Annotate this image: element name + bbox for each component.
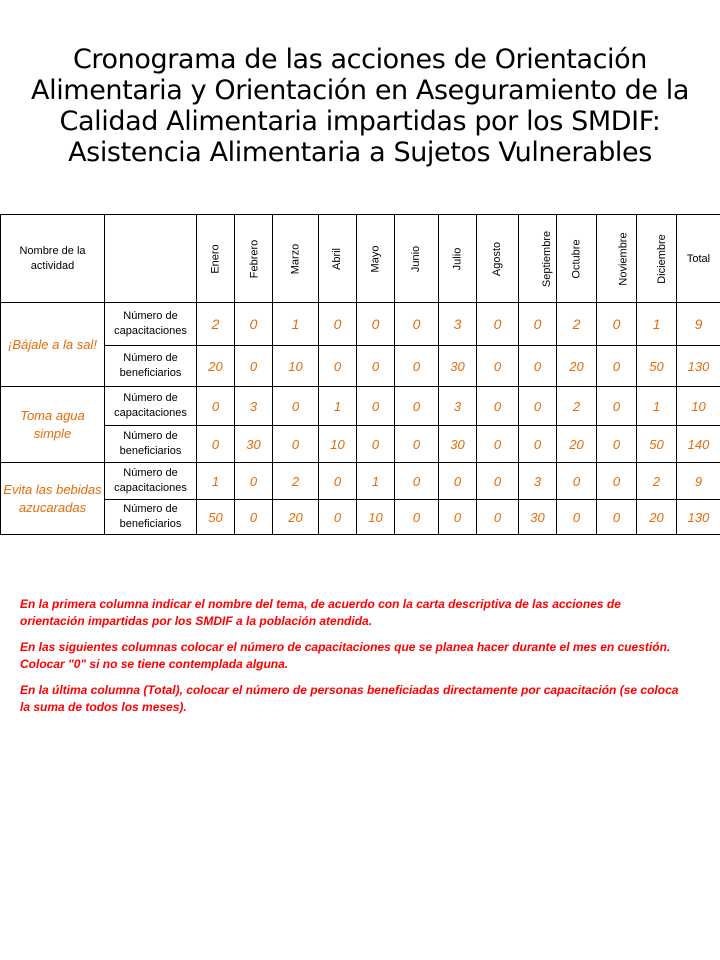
metric-label: Número de beneficiarios	[105, 500, 197, 535]
month-header: Marzo	[273, 215, 319, 303]
metric-label: Número de capacitaciones	[105, 303, 197, 346]
schedule-table	[0, 214, 720, 535]
month-header: Octubre	[557, 215, 597, 303]
cell-value: 50	[637, 346, 677, 387]
cell-value: 0	[477, 463, 519, 500]
cell-value: 0	[197, 387, 235, 426]
cell-value: 0	[597, 387, 637, 426]
cell-value: 0	[519, 346, 557, 387]
cell-value: 0	[273, 426, 319, 463]
cell-value: 1	[273, 303, 319, 346]
cell-value: 0	[235, 346, 273, 387]
cell-value: 0	[395, 426, 439, 463]
metric-label: Número de beneficiarios	[105, 426, 197, 463]
cell-value: 0	[197, 426, 235, 463]
cell-value: 2	[197, 303, 235, 346]
cell-value: 0	[597, 426, 637, 463]
cell-value: 0	[519, 303, 557, 346]
month-header: Abril	[319, 215, 357, 303]
cell-value: 0	[235, 463, 273, 500]
cell-value: 0	[319, 463, 357, 500]
metric-label: Número de capacitaciones	[105, 463, 197, 500]
cell-value: 2	[557, 387, 597, 426]
table-row	[1, 346, 720, 387]
table-row	[1, 500, 720, 535]
cell-value: 1	[637, 303, 677, 346]
cell-value: 0	[395, 303, 439, 346]
activity-name: Toma agua simple	[1, 387, 105, 463]
cell-value: 0	[357, 387, 395, 426]
cell-value: 2	[557, 303, 597, 346]
cell-value: 10	[357, 500, 395, 535]
cell-value: 10	[319, 426, 357, 463]
cell-value: 20	[197, 346, 235, 387]
cell-value: 0	[439, 500, 477, 535]
cell-value: 0	[477, 303, 519, 346]
cell-value: 1	[637, 387, 677, 426]
cell-value: 0	[273, 387, 319, 426]
cell-value: 3	[439, 387, 477, 426]
cell-value: 0	[557, 500, 597, 535]
total-header: Total	[677, 215, 720, 303]
month-header: Septiembre	[519, 215, 557, 303]
cell-value: 0	[395, 387, 439, 426]
cell-value: 1	[197, 463, 235, 500]
cell-value: 0	[597, 500, 637, 535]
cell-value: 1	[319, 387, 357, 426]
month-header: Agosto	[477, 215, 519, 303]
total-value: 140	[677, 426, 720, 463]
cell-value: 0	[519, 387, 557, 426]
cell-value: 0	[477, 500, 519, 535]
cell-value: 0	[477, 346, 519, 387]
metric-label: Número de capacitaciones	[105, 387, 197, 426]
cell-value: 50	[637, 426, 677, 463]
cell-value: 2	[273, 463, 319, 500]
cell-value: 0	[395, 500, 439, 535]
cell-value: 30	[235, 426, 273, 463]
total-value: 130	[677, 346, 720, 387]
cell-value: 0	[439, 463, 477, 500]
cell-value: 3	[235, 387, 273, 426]
month-header: Febrero	[235, 215, 273, 303]
month-header: Junio	[395, 215, 439, 303]
cell-value: 0	[597, 463, 637, 500]
instruction-note: En la primera columna indicar el nombre del tema, de acuerdo con la carta descriptiva de las acciones de orientación impartidas por los SMDIF a la población atendida.	[20, 597, 621, 628]
total-value: 9	[677, 303, 720, 346]
activity-name-header: Nombre de la actividad	[1, 215, 105, 303]
month-header: Diciembre	[637, 215, 677, 303]
cell-value: 30	[519, 500, 557, 535]
header-row	[1, 215, 720, 303]
cell-value: 0	[597, 346, 637, 387]
total-value: 10	[677, 387, 720, 426]
cell-value: 30	[439, 426, 477, 463]
cell-value: 10	[273, 346, 319, 387]
cell-value: 0	[319, 346, 357, 387]
cell-value: 30	[439, 346, 477, 387]
instructions	[20, 596, 680, 725]
cell-value: 0	[319, 303, 357, 346]
cell-value: 20	[557, 346, 597, 387]
cell-value: 0	[477, 387, 519, 426]
cell-value: 2	[637, 463, 677, 500]
table-row	[1, 463, 720, 500]
cell-value: 0	[395, 346, 439, 387]
cell-value: 3	[439, 303, 477, 346]
month-header: Enero	[197, 215, 235, 303]
table-row	[1, 387, 720, 426]
cell-value: 1	[357, 463, 395, 500]
cell-value: 0	[477, 426, 519, 463]
month-header: Noviembre	[597, 215, 637, 303]
cell-value: 0	[395, 463, 439, 500]
cell-value: 3	[519, 463, 557, 500]
cell-value: 0	[357, 426, 395, 463]
cell-value: 0	[319, 500, 357, 535]
total-value: 130	[677, 500, 720, 535]
cell-value: 0	[357, 346, 395, 387]
cell-value: 0	[357, 303, 395, 346]
total-value: 9	[677, 463, 720, 500]
activity-name: ¡Bájale a la sal!	[1, 303, 105, 387]
table-row	[1, 426, 720, 463]
cell-value: 0	[519, 426, 557, 463]
activity-name: Evita las bebidas azucaradas	[1, 463, 105, 535]
metric-label: Número de beneficiarios	[105, 346, 197, 387]
page-title: Cronograma de las acciones de Orientación Alimentaria y Orientación en Aseguramiento de la Calidad Alimentaria impartidas por los SMDIF: Asistencia Alimentaria a Sujetos Vulnerables	[31, 44, 689, 168]
cell-value: 20	[557, 426, 597, 463]
metric-header	[105, 215, 197, 303]
cell-value: 50	[197, 500, 235, 535]
month-header: Mayo	[357, 215, 395, 303]
cell-value: 20	[273, 500, 319, 535]
month-header: Julio	[439, 215, 477, 303]
cell-value: 0	[557, 463, 597, 500]
cell-value: 0	[597, 303, 637, 346]
instruction-note: En la última columna (Total), colocar el número de personas beneficiadas directamente por capacitación (se coloca la suma de todos los meses).	[20, 683, 679, 714]
instruction-note: En las siguientes columnas colocar el número de capacitaciones que se planea hacer durante el mes en cuestión. Colocar "0" si no se tiene contemplada alguna.	[20, 640, 671, 671]
cell-value: 0	[235, 303, 273, 346]
table-row	[1, 303, 720, 346]
cell-value: 20	[637, 500, 677, 535]
cell-value: 0	[235, 500, 273, 535]
